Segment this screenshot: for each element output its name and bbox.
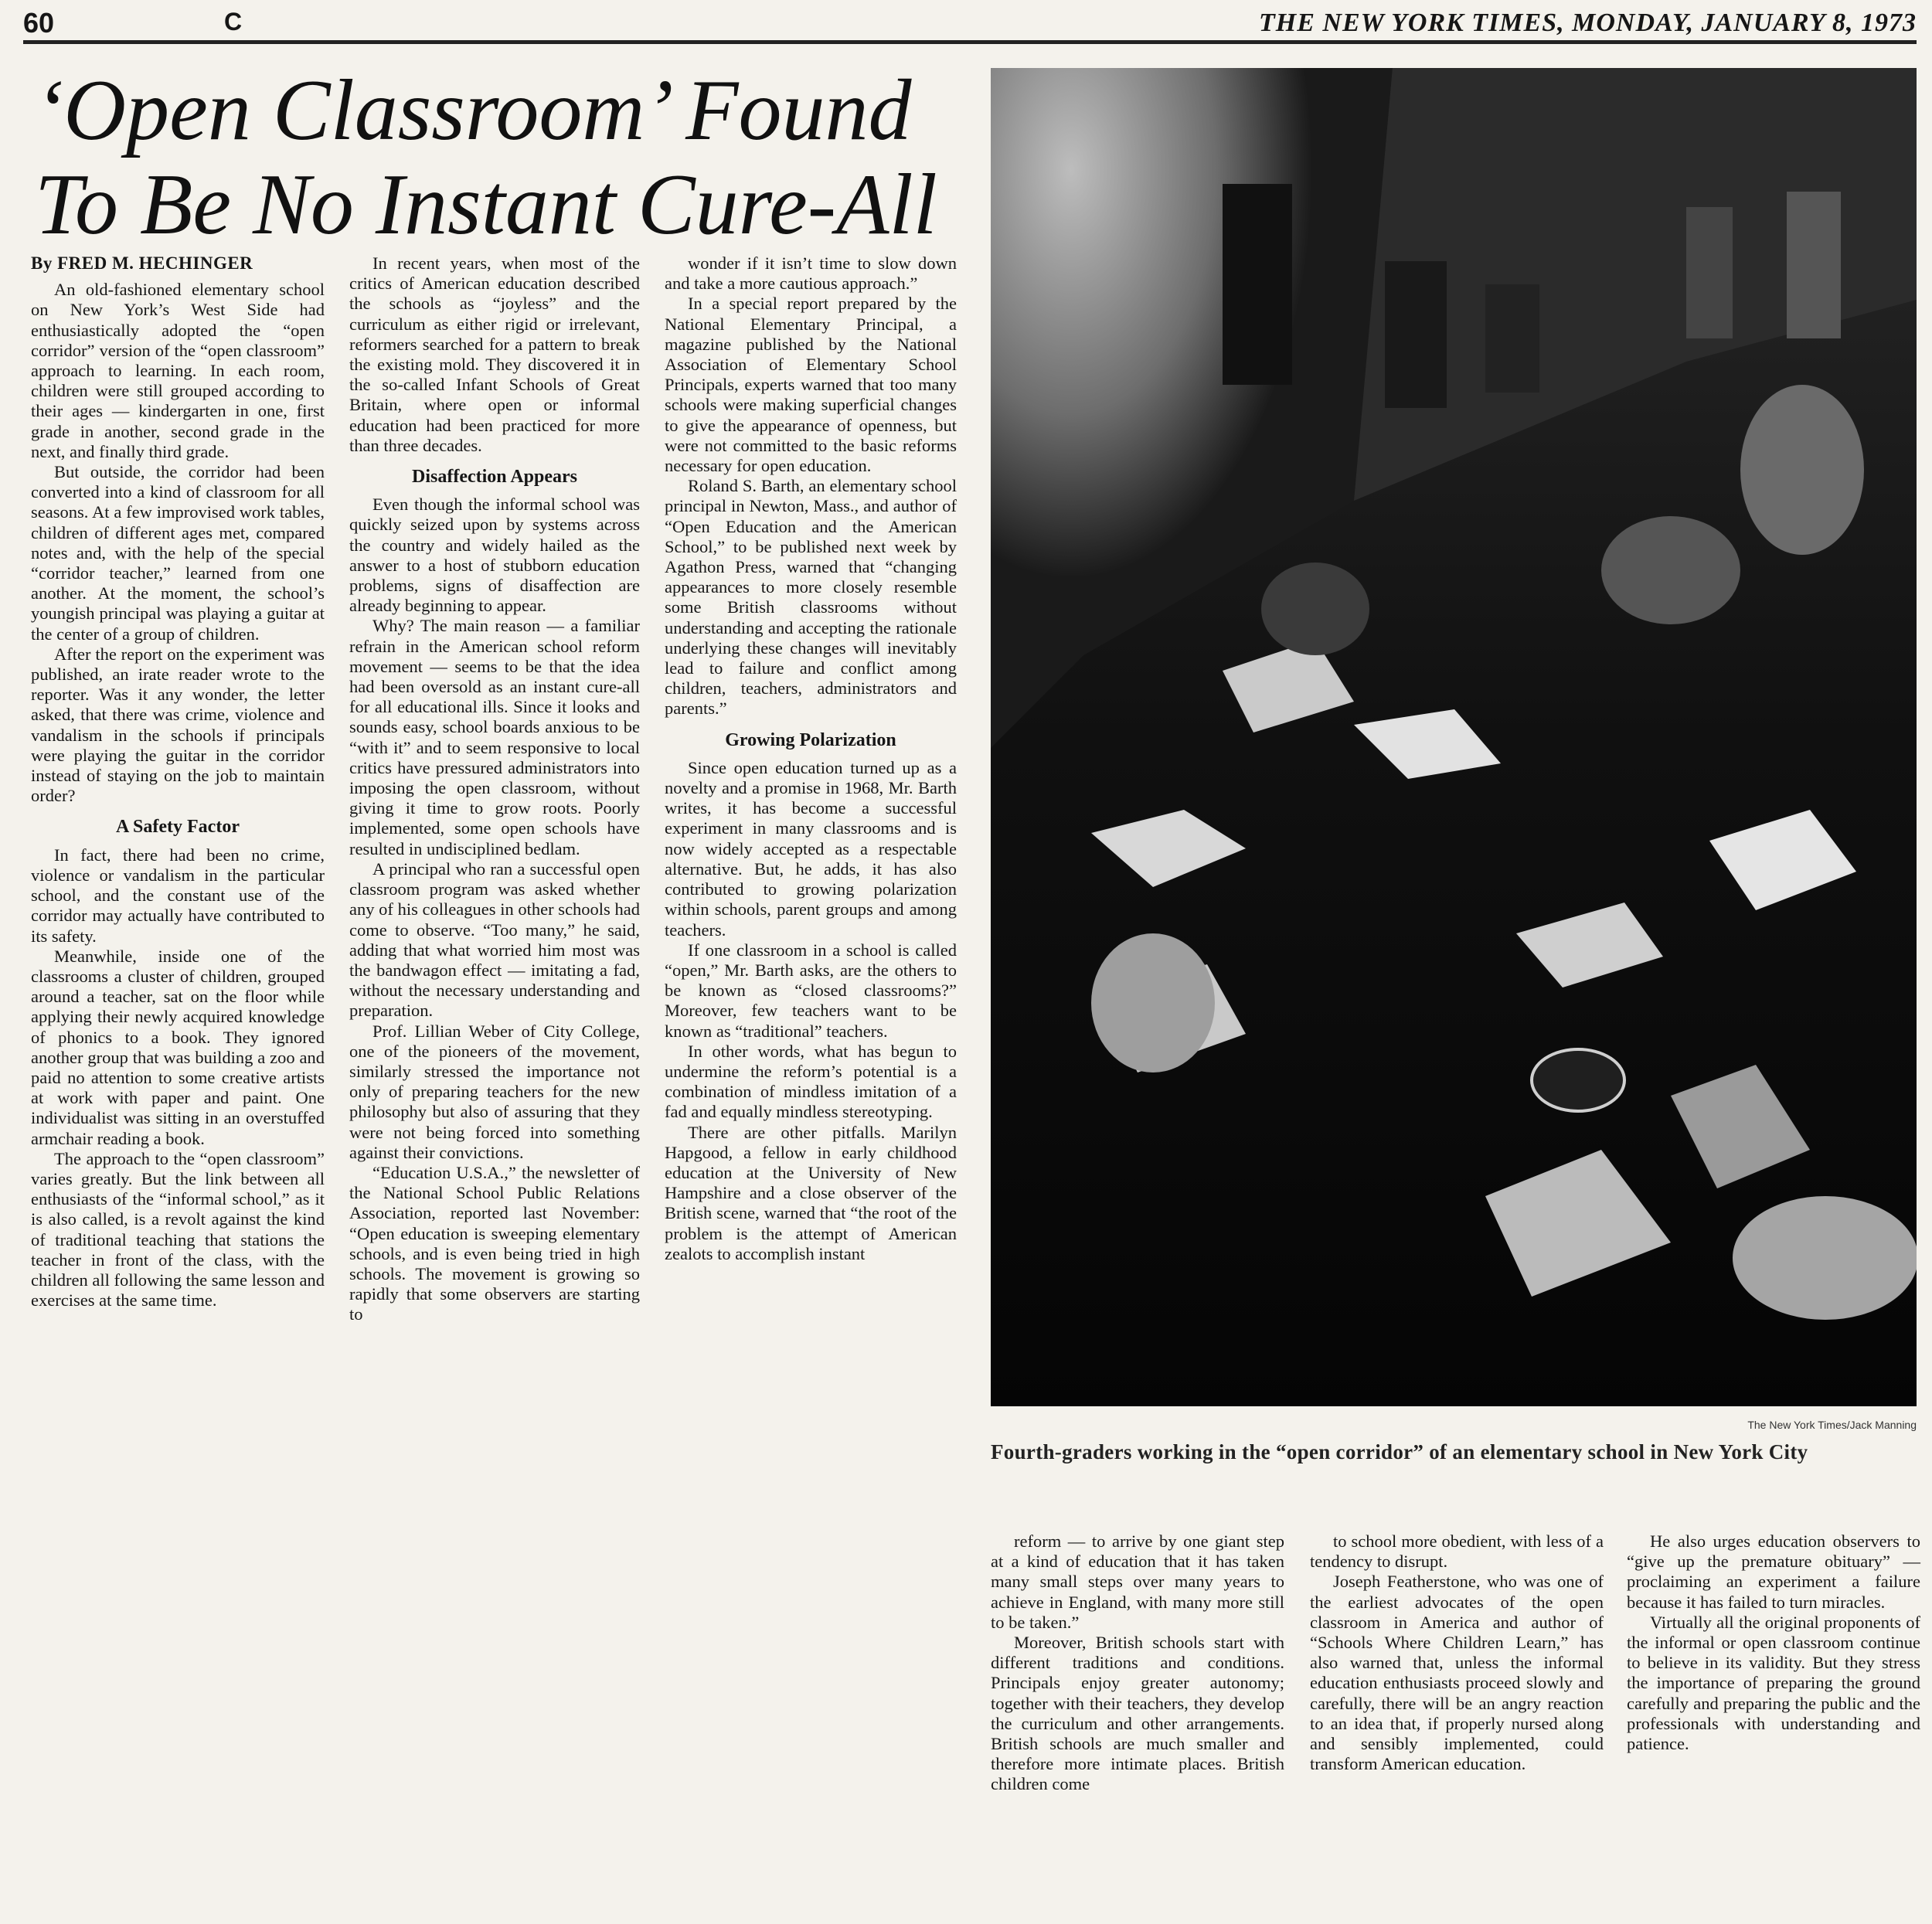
column-6-paragraphs (1627, 1531, 1920, 1754)
article-paragraph: Moreover, British schools start with different traditions and conditions. Principals enjoy greater autonomy; together with their teachers, they develop the curriculum and other arrangements. British schools are much smaller and therefore more intimate places. British children come (991, 1633, 1284, 1794)
article-paragraph: If one classroom in a school is called “open,” Mr. Barth asks, are the others to be known as “closed classrooms?” Moreover, few teachers want to be known as “traditional” teachers. (665, 940, 957, 1041)
column-2-paragraphs (349, 253, 640, 456)
article-paragraph: Prof. Lillian Weber of City College, one of the pioneers of the movement, similarly stressed the importance not only of preparing teachers for the new philosophy but also of assuring that they were not being forced into something against their convictions. (349, 1021, 640, 1162)
column-3-paragraphs (665, 253, 957, 719)
article-paragraph: “Education U.S.A.,” the newsletter of the National School Public Relations Association, reported last November: “Open education is sweeping elementary schools, and is even being tried in high schools. The movement is growing so rapidly that some observers are starting to (349, 1162, 640, 1324)
photo-credit: The New York Times/Jack Manning (1747, 1419, 1917, 1431)
article-paragraph: In fact, there had been no crime, violence or vandalism in the particular school, and the constant use of the corridor may actually have contributed to its safety. (31, 845, 325, 946)
article-paragraph: But outside, the corridor had been converted into a kind of classroom for all seasons. At a few improvised work tables, children of different ages met, compared notes and, with the help of the special “corridor teacher,” learned from one another. At the moment, the school’s youngish principal was playing a guitar at the center of a group of children. (31, 462, 325, 644)
article-column-4 (991, 1531, 1284, 1795)
article-paragraph: Roland S. Barth, an elementary school principal in Newton, Mass., and author of “Open Education and the American School,” to be published next week by Agathon Press, warned that “changing appearances to more closely resemble some British classrooms without understanding and accepting the rationale underlying these changes will inevitably lead to failure and conflict among children, teachers, administrators and parents.” (665, 476, 957, 719)
subhead-growing-polarization: Growing Polarization (725, 729, 896, 750)
classroom-photo-image (991, 68, 1917, 1406)
masthead (23, 6, 1917, 44)
dateline: THE NEW YORK TIMES, MONDAY, JANUARY 8, 1973 (1259, 8, 1917, 37)
article-paragraph: In a special report prepared by the National Elementary Principal, a magazine published by the National Association of Elementary School Principals, experts warned that too many schools were making superficial changes to give the appearance of openness, but were not committed to the basic reforms necessary for open education. (665, 294, 957, 476)
column-2-paragraphs-2 (349, 495, 640, 1324)
article-column-1 (31, 253, 325, 1310)
article-column-6 (1627, 1531, 1920, 1754)
article-paragraph: Why? The main reason — a familiar refrain in the American school reform movement — seems to be that the idea had been oversold as an instant cure-all for all educational ills. Since it looks and sounds easy, school boards anxious to be “with it” and to seem responsive to local critics have pressured administrators into imposing the open classroom, without giving it time to grow roots. Poorly implemented, some open schools have resulted in undisciplined bedlam. (349, 616, 640, 858)
page-number: 60 (23, 7, 55, 39)
article-paragraph: to school more obedient, with less of a tendency to disrupt. (1310, 1531, 1604, 1572)
article-paragraph: After the report on the experiment was published, an irate reader wrote to the reporter. Was it any wonder, the letter asked, that there was crime, violence and vandalism in the schools if principals were playing the guitar in the corridor instead of staying on the job to maintain order? (31, 644, 325, 806)
article-paragraph: Meanwhile, inside one of the classrooms a cluster of children, grouped around a teacher, sat on the floor while applying their newly acquired knowledge of phonics to a book. They ignored another group that was building a zoo and paid no attention to some creative artists at work with paper and paint. One individualist was sitting in an overstuffed armchair reading a book. (31, 946, 325, 1148)
column-4-paragraphs (991, 1531, 1284, 1795)
section-letter: C (224, 8, 243, 36)
headline (35, 63, 962, 252)
article-paragraph: In other words, what has begun to undermine the reform’s potential is a combination of mindless imitation of a fad and equally mindless stereotyping. (665, 1041, 957, 1122)
article-column-2 (349, 253, 640, 1325)
article-paragraph: wonder if it isn’t time to slow down and take a more cautious approach.” (665, 253, 957, 294)
byline: By FRED M. HECHINGER (31, 253, 253, 273)
headline-line-2: To Be No Instant Cure-All (35, 157, 937, 253)
article-paragraph: He also urges education observers to “give up the premature obituary” — proclaiming an experiment a failure because it has failed to turn miracles. (1627, 1531, 1920, 1612)
article-paragraph: Even though the informal school was quickly seized upon by systems across the country and widely hailed as the answer to a host of stubborn education problems, signs of disaffection are already beginning to appear. (349, 495, 640, 616)
classroom-photo (991, 68, 1917, 1406)
column-5-paragraphs (1310, 1531, 1604, 1774)
column-3-paragraphs-2 (665, 758, 957, 1264)
article-paragraph: Since open education turned up as a novelty and a promise in 1968, Mr. Barth writes, it has become a successful experiment in many classrooms and is now widely accepted as a respectable alternative. But, he adds, it has also contributed to growing polarization within schools, parent groups and among teachers. (665, 757, 957, 940)
article-column-3 (665, 253, 957, 1264)
article-paragraph: A principal who ran a successful open classroom program was asked whether any of his colleagues in other schools had come to observe. “Too many,” he said, adding that what worried him most was the bandwagon effect — imitating a fad, without the necessary understanding and preparation. (349, 858, 640, 1021)
subhead-safety-factor: A Safety Factor (116, 817, 240, 838)
subhead-disaffection-appears: Disaffection Appears (412, 467, 577, 488)
article-paragraph: Joseph Featherstone, who was one of the earliest advocates of the open classroom in America and author of “Schools Where Children Learn,” has also warned that, unless the informal education enthusiasts proceed slowly and carefully, there will be an angry reaction to an idea that, if properly nursed along and sensibly implemented, could transform American education. (1310, 1572, 1604, 1774)
article-paragraph: An old-fashioned elementary school on New York’s West Side had enthusiastically adopted the “open corridor” version of the “open classroom” approach to learning. In each room, children were still grouped according to their ages — kindergarten in one, first grade in another, second grade in the next, and finally third grade. (31, 280, 325, 461)
article-paragraph: In recent years, when most of the critics of American education described the schools as “joyless” and the curriculum as either rigid or irrelevant, reformers searched for a pattern to break the existing mold. They discovered it in the so-called Infant Schools of Great Britain, where open or informal education had been practiced for more than three decades. (349, 253, 640, 455)
column-1-paragraphs (31, 280, 325, 806)
article-paragraph: There are other pitfalls. Marilyn Hapgood, a fellow in early childhood education at the University of New Hampshire and a close observer of the British scene, warned that “the root of the problem is the attempt of American zealots to accomplish instant (665, 1122, 957, 1263)
photo-caption: Fourth-graders working in the “open corridor” of an elementary school in New York City (991, 1440, 1808, 1463)
article-paragraph: The approach to the “open classroom” varies greatly. But the link between all enthusiasts of the “informal school,” as it is also called, is a revolt against the kind of traditional teaching that stations the teacher in front of the class, with the children all following the same lesson and exercises at the same time. (31, 1148, 325, 1310)
article-column-5 (1310, 1531, 1604, 1774)
headline-line-1: ‘Open Classroom’ Found (35, 63, 912, 158)
article-paragraph: Virtually all the original proponents of the informal or open classroom continue to believe in its validity. But they stress the importance of preparing the ground carefully and preparing the public and the professionals with understanding and patience. (1627, 1612, 1920, 1754)
article-paragraph: reform — to arrive by one giant step at a kind of education that it has taken many small steps over many years to achieve in England, with many more still to be taken.” (991, 1531, 1284, 1632)
column-1-paragraphs-2 (31, 845, 325, 1311)
